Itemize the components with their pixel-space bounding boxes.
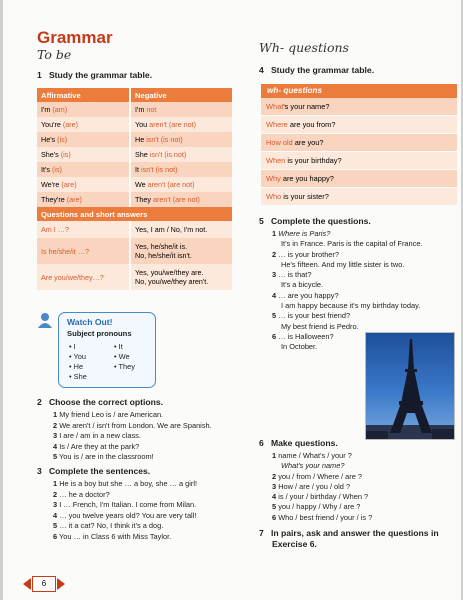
list-item: 1 My friend Leo is / are American.	[53, 410, 164, 419]
to-be-table	[37, 88, 232, 290]
exercise-2-list	[53, 410, 212, 463]
to-be-subtitle: To be	[37, 47, 72, 62]
exercise-3-list	[53, 479, 197, 542]
textbook-page	[3, 0, 461, 600]
list-item: 2 you / from / Where / are ?	[272, 471, 362, 481]
list-item: 1 He is a boy but she … a boy, she … a girl!	[53, 479, 198, 488]
list-item: 1 Where is Paris?	[272, 229, 331, 238]
list-item: 3 How / are / you / old ?	[272, 481, 351, 491]
exercise-2-heading: 2 Choose the correct options.	[37, 397, 164, 407]
exercise-6-list	[272, 451, 372, 523]
example-answer: What's your name?	[281, 461, 345, 471]
table-row: Where are you from?	[261, 116, 457, 134]
list-item: 5 … it a cat? No, I think it's a dog.	[53, 521, 164, 530]
negative-header: Negative	[130, 88, 232, 102]
list-item: 4 is / your / birthday / When ?	[272, 492, 369, 502]
list-item: 2 … is your brother?	[272, 249, 339, 259]
wh-questions-header: wh- questions	[261, 84, 457, 98]
wh-questions-subtitle: Wh- questions	[259, 40, 349, 55]
exercise-6-heading: 6 Make questions.	[259, 438, 338, 448]
table-row: How old are you?	[261, 134, 457, 152]
table-row: She's (is) She isn't (is not)	[37, 147, 232, 162]
list-item: 1 name / What's / your ?	[272, 451, 352, 460]
list-item: 5 You is / are in the classroom!	[53, 452, 154, 461]
page-title: Grammar	[37, 28, 113, 47]
table-row: Why are you happy?	[261, 170, 457, 188]
exercise-5-list: 1 Where is Paris? It's in France. Paris is the capital of France. 2 … is your brother? He's fifteen. And my little sister is two. 3 … is that? It's a bicycle. 4 … are you happy? I am happy because it's my birthday today. 5 … is your best friend? My best friend is Pedro. 6 … is Halloween? In October.	[272, 229, 423, 352]
table-row: They're (are) They aren't (are not)	[37, 192, 232, 207]
list-item: 6 Who / best friend / your / is ?	[272, 512, 373, 522]
table-row: Who is your sister?	[261, 188, 457, 206]
table-row: We're (are) We aren't (are not)	[37, 177, 232, 192]
wh-questions-table	[261, 84, 457, 206]
table-row: Am I …? Yes, I am / No, I'm not.	[37, 221, 232, 238]
exercise-7-heading: 7 In pairs, ask and answer the questions in Exercise 6.	[259, 528, 439, 549]
table-row: You're (are) You aren't (are not)	[37, 117, 232, 132]
list-item: 2 We aren't / isn't from London. We are Spanish.	[53, 420, 212, 430]
next-page-arrow-icon[interactable]	[57, 578, 65, 590]
table-row: I'm (am) I'm not	[37, 102, 232, 117]
list-item: 5 you / happy / Why / are ?	[272, 502, 361, 512]
table-row: Are you/we/they…? Yes, you/we/they are. No, you/we/they aren't.	[37, 264, 232, 290]
watch-out-title: Watch Out!	[67, 317, 113, 327]
table-row: It's (is) It isn't (is not)	[37, 162, 232, 177]
list-item: 3 … is that?	[272, 270, 312, 280]
table-row: What's your name?	[261, 98, 457, 116]
list-item: 5 … is your best friend?	[272, 311, 351, 321]
questions-header: Questions and short answers	[37, 207, 232, 221]
watch-out-box	[58, 312, 156, 388]
list-item: 4 … you twelve years old? You are very tall!	[53, 510, 197, 520]
list-item: 3 I are / am in a new class.	[53, 431, 141, 440]
list-item: 6 … is Halloween?	[272, 331, 334, 341]
list-item: 3 I … French, I'm Italian. I come from Milan.	[53, 500, 197, 509]
list-item: 2 … he a doctor?	[53, 489, 110, 499]
pronoun-list-2: • It • We • They	[114, 342, 135, 371]
exercise-3-heading: 3 Complete the sentences.	[37, 466, 151, 476]
affirmative-header: Affirmative	[37, 88, 130, 102]
table-row: He's (is) He isn't (is not)	[37, 132, 232, 147]
list-item: 4 … are you happy?	[272, 290, 339, 300]
watch-out-icon	[36, 312, 54, 328]
table-row: Is he/she/it …? Yes, he/she/it is. No, he/she/it isn't.	[37, 238, 232, 264]
exercise-4-heading: 4 Study the grammar table.	[259, 65, 375, 75]
eiffel-tower-photo	[365, 332, 455, 440]
subject-pronouns-heading: Subject pronouns	[67, 329, 132, 338]
list-item: 6 You … in Class 6 with Miss Taylor.	[53, 531, 172, 541]
prev-page-arrow-icon[interactable]	[23, 578, 31, 590]
exercise-5-heading: 5 Complete the questions.	[259, 216, 371, 226]
pronoun-list-1: • I • You • He • She	[69, 342, 87, 381]
page-number: 6	[32, 576, 56, 592]
exercise-1-heading: 1 Study the grammar table.	[37, 70, 153, 80]
list-item: 4 Is / Are they at the park?	[53, 441, 140, 451]
table-row: When is your birthday?	[261, 152, 457, 170]
